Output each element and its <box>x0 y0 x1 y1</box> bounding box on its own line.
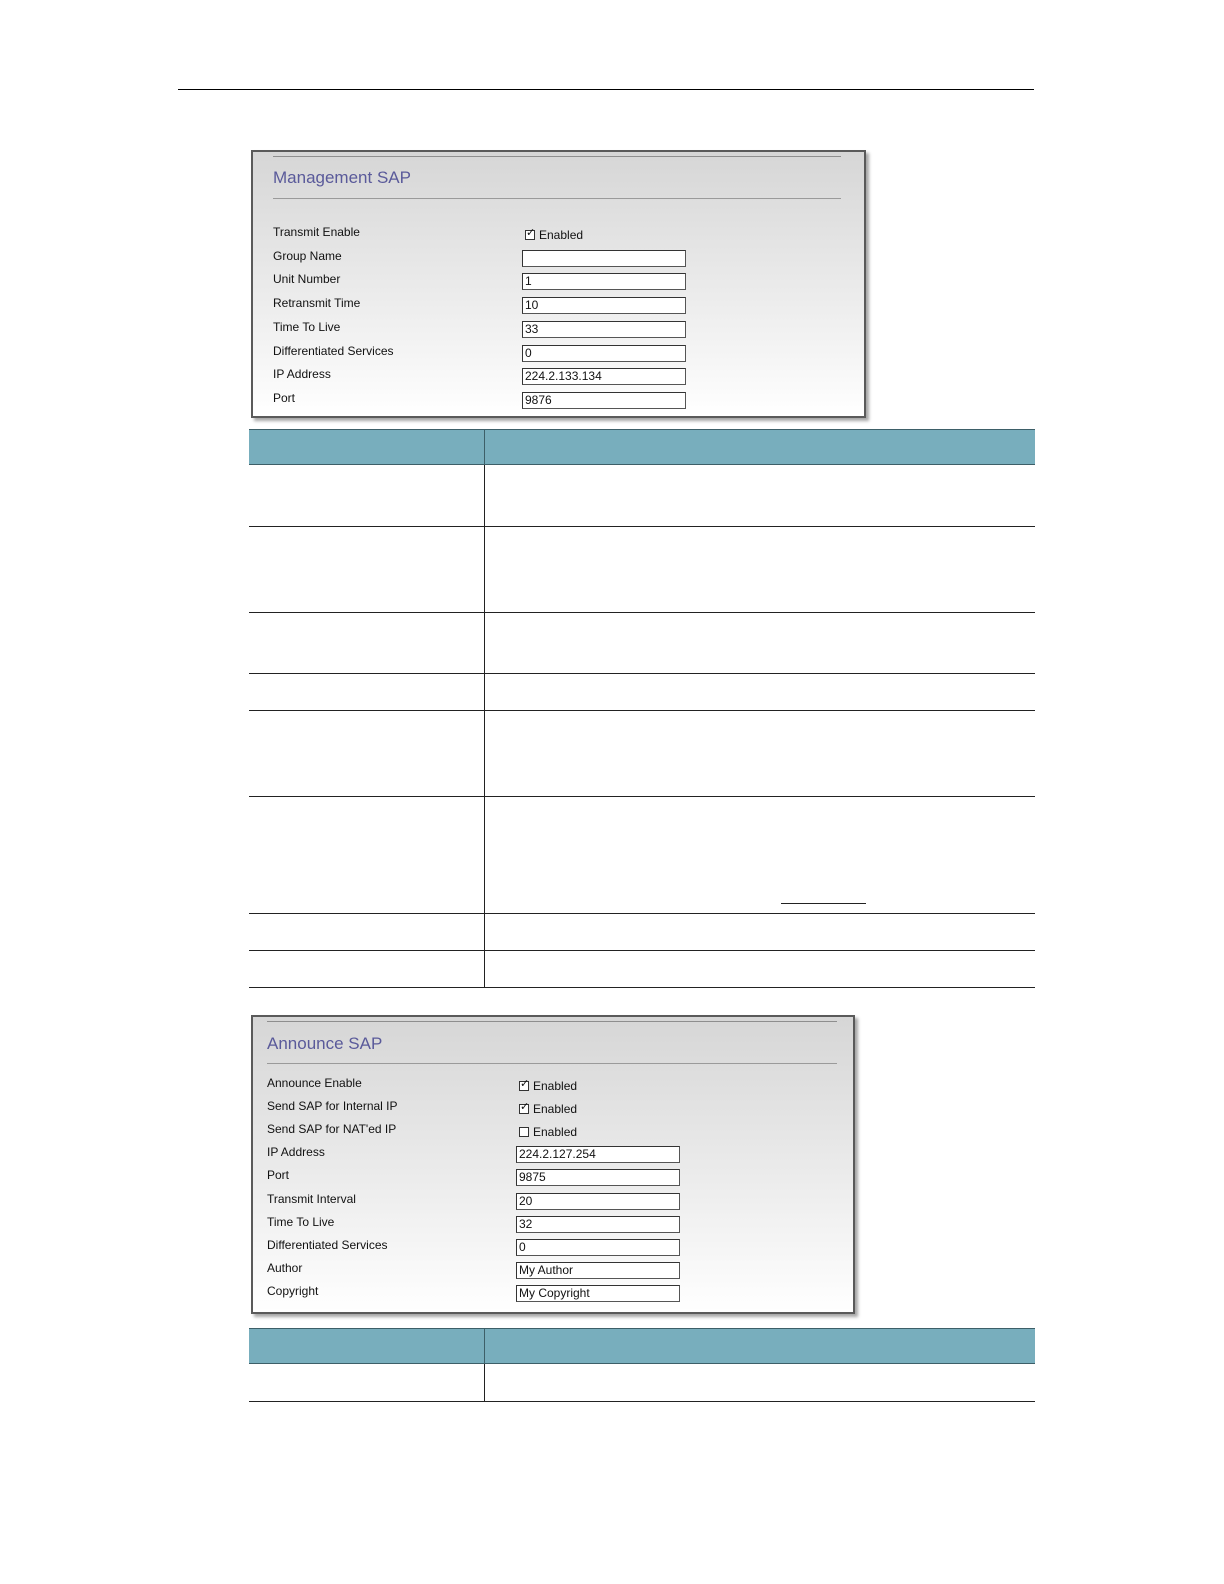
underline-mark <box>781 903 866 904</box>
announce-sap-table <box>249 1328 1035 1404</box>
checkbox[interactable] <box>525 227 536 240</box>
table-header <box>249 1328 1035 1364</box>
field-label: Copyright <box>267 1283 319 1298</box>
field-label: Send SAP for Internal IP <box>267 1099 398 1114</box>
field-label: Time To Live <box>267 1214 335 1229</box>
panel-top-line <box>267 1021 837 1022</box>
text-input[interactable]: 224.2.127.254 <box>516 1146 680 1163</box>
text-input[interactable]: 9875 <box>516 1169 680 1186</box>
field-label: Time To Live <box>273 319 341 334</box>
checkmark-icon: ✓ <box>520 1101 530 1114</box>
checkbox[interactable] <box>519 1078 530 1091</box>
checkmark-icon: ✓ <box>526 227 536 239</box>
table-row <box>249 612 1035 613</box>
checkbox[interactable] <box>519 1101 530 1114</box>
enabled-checkbox-group[interactable] <box>519 1079 577 1093</box>
checkbox-label: Enabled <box>533 1125 578 1140</box>
table-header-separator <box>484 429 485 465</box>
enabled-checkbox-group[interactable] <box>519 1102 577 1116</box>
panel-title-divider <box>267 1063 837 1064</box>
announce-sap-panel <box>251 1015 855 1314</box>
management-sap-table <box>249 429 1035 989</box>
field-label: Port <box>273 390 296 405</box>
text-input[interactable]: My Author <box>516 1262 680 1279</box>
field-label: Differentiated Services <box>267 1237 388 1252</box>
text-input[interactable]: My Copyright <box>516 1285 680 1302</box>
page-header-rule <box>178 89 1034 90</box>
panel-top-line <box>273 156 841 157</box>
field-label: Port <box>267 1168 290 1183</box>
field-label: Group Name <box>273 248 342 263</box>
table-header-separator <box>484 1328 485 1364</box>
field-label: Transmit Enable <box>273 225 360 239</box>
text-input[interactable]: 33 <box>522 321 686 338</box>
text-input[interactable]: 224.2.133.134 <box>522 368 686 385</box>
field-label: Transmit Interval <box>267 1191 356 1206</box>
text-input[interactable]: 0 <box>522 345 686 362</box>
text-input[interactable]: 32 <box>516 1216 680 1233</box>
table-row <box>249 673 1035 674</box>
field-label: Unit Number <box>273 272 341 287</box>
table-row <box>249 526 1035 527</box>
text-input[interactable]: 0 <box>516 1239 680 1256</box>
field-label: IP Address <box>273 367 331 382</box>
enabled-checkbox-group[interactable] <box>519 1125 577 1139</box>
panel-title-divider <box>273 198 841 199</box>
table-row <box>249 987 1035 988</box>
field-label: Send SAP for NAT'ed IP <box>267 1122 397 1137</box>
text-input[interactable]: 10 <box>522 297 686 314</box>
checkbox[interactable] <box>519 1127 529 1137</box>
checkbox-label: Enabled <box>533 1102 578 1117</box>
management-sap-panel <box>251 150 866 418</box>
table-row <box>249 1401 1035 1402</box>
checkmark-icon: ✓ <box>520 1078 530 1090</box>
enabled-checkbox-group[interactable] <box>525 228 583 242</box>
table-row <box>249 950 1035 951</box>
field-label: Retransmit Time <box>273 296 361 311</box>
table-row <box>249 913 1035 914</box>
table-header <box>249 429 1035 465</box>
panel-title: Announce SAP <box>267 1034 383 1053</box>
field-label: IP Address <box>267 1145 325 1160</box>
text-input[interactable]: 20 <box>516 1193 680 1210</box>
text-input[interactable] <box>522 250 686 267</box>
field-label: Author <box>267 1260 303 1275</box>
checkbox-label: Enabled <box>539 228 584 242</box>
table-column-separator <box>484 1364 485 1402</box>
field-label: Differentiated Services <box>273 343 394 358</box>
table-row <box>249 710 1035 711</box>
text-input[interactable]: 9876 <box>522 392 686 409</box>
table-row <box>249 796 1035 797</box>
table-column-separator <box>484 465 485 987</box>
panel-title: Management SAP <box>273 168 411 187</box>
checkbox-label: Enabled <box>533 1079 578 1093</box>
text-input[interactable]: 1 <box>522 273 686 290</box>
field-label: Announce Enable <box>267 1076 362 1090</box>
